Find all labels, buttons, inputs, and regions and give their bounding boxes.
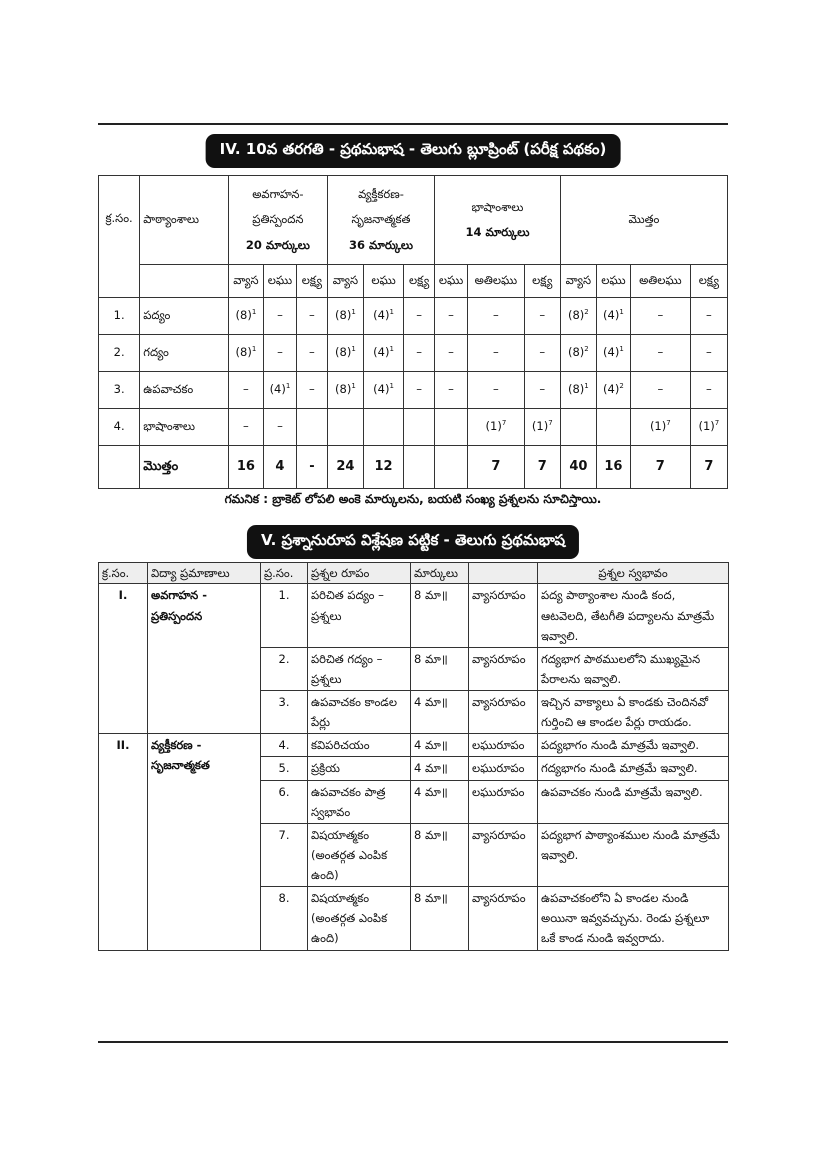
subheader-cell: అతిలఘు	[630, 265, 690, 298]
group-sno: II.	[99, 734, 148, 950]
total-cell: 16	[596, 446, 630, 489]
header-grammar	[435, 176, 561, 265]
question-number: 3.	[261, 691, 308, 734]
row-cell	[690, 409, 727, 446]
header-total: మొత్తం	[560, 176, 727, 265]
total-cell: -	[296, 446, 327, 489]
total-cell: 24	[327, 446, 363, 489]
cell-value: (8)	[335, 382, 352, 397]
cell-value: –	[416, 382, 422, 397]
blueprint-row	[99, 409, 728, 446]
cell-value: (8)	[567, 382, 585, 397]
row-cell	[630, 372, 690, 409]
row-cell	[404, 298, 435, 335]
header-expression-l2: సృజనాత్మకత	[351, 212, 411, 227]
cell-value: (4)	[373, 308, 390, 323]
question-nature: ఉపవాచకం నుండి మాత్రమే ఇవ్వాలి.	[538, 780, 729, 823]
row-cell	[263, 298, 296, 335]
cell-value: –	[277, 308, 283, 323]
row-sno: 3.	[99, 372, 140, 409]
row-cell	[228, 409, 263, 446]
row-sno: 2.	[99, 335, 140, 372]
cell-value: –	[243, 419, 249, 434]
question-nature: పద్యభాగ పాఠ్యాంశముల నుండి మాత్రమే ఇవ్వాలి.	[538, 823, 729, 886]
row-cell	[560, 335, 596, 372]
row-cell	[296, 409, 327, 446]
subheader-cell: లక్ష్య	[690, 265, 727, 298]
section4-title: IV. 10వ తరగతి - ప్రథమభాష - తెలుగు బ్లూప్రింట్ (పరీక్ష పథకం)	[206, 134, 621, 168]
cell-value: (1)	[698, 419, 715, 434]
row-cell	[363, 372, 403, 409]
question-type: లఘురూపం	[469, 757, 538, 780]
header-comprehension	[228, 176, 327, 265]
question-form: విషయాత్మకం (అంతర్గత ఎంపిక ఉంది)	[308, 823, 411, 886]
subheader-cell: లఘు	[263, 265, 296, 298]
row-cell	[327, 409, 363, 446]
subheader-cell: అతిలఘు	[468, 265, 525, 298]
cell-value: –	[309, 308, 315, 323]
subheader-cell: వ్యాస	[228, 265, 263, 298]
subheader-cell: లక్ష్య	[296, 265, 327, 298]
row-lesson: గద్యం	[140, 335, 229, 372]
cell-value: (4)	[373, 345, 390, 360]
row-cell	[560, 298, 596, 335]
row-cell	[596, 409, 630, 446]
subheader-cell: లఘు	[435, 265, 468, 298]
question-number: 1.	[261, 584, 308, 647]
header-sno: క్ర.సం.	[99, 176, 140, 298]
row-cell	[524, 409, 560, 446]
question-marks: 4 మా॥	[411, 757, 469, 780]
question-number: 2.	[261, 647, 308, 690]
total-row	[99, 446, 728, 489]
group-standard: వ్యక్తీకరణ - సృజనాత్మకత	[148, 734, 261, 950]
analysis-table	[98, 562, 729, 951]
question-marks: 8 మా॥	[411, 823, 469, 886]
question-nature: పద్యభాగం నుండి మాత్రమే ఇవ్వాలి.	[538, 734, 729, 757]
question-number: 8.	[261, 887, 308, 950]
analysis-header-nature: ప్రశ్నల స్వభావం	[538, 563, 729, 584]
question-nature: గద్యభాగ పాఠములలోని ముఖ్యమైన పేరాలను ఇవ్వాలి.	[538, 647, 729, 690]
total-cell: 16	[228, 446, 263, 489]
question-marks: 4 మా॥	[411, 734, 469, 757]
cell-count: 7	[501, 419, 507, 428]
question-number: 7.	[261, 823, 308, 886]
cell-value: –	[539, 382, 546, 397]
cell-value: (8)	[235, 345, 252, 360]
question-marks: 8 మా॥	[411, 647, 469, 690]
subheader-row	[99, 265, 728, 298]
header-comprehension-marks: 20 మార్కులు	[245, 237, 310, 252]
row-cell	[630, 298, 690, 335]
question-type: లఘురూపం	[469, 780, 538, 823]
cell-count: 1	[351, 382, 356, 391]
analysis-header-marks: మార్కులు	[411, 563, 469, 584]
row-cell	[524, 298, 560, 335]
question-type: వ్యాసరూపం	[469, 647, 538, 690]
cell-value: –	[448, 382, 454, 397]
cell-count: 1	[389, 345, 394, 354]
section5-title: V. ప్రశ్నానురూప విశ్లేషణ పట్టిక - తెలుగు ప్రథమభాష	[247, 525, 579, 559]
cell-value: (1)	[531, 419, 549, 434]
question-nature: గద్యభాగం నుండి మాత్రమే ఇవ్వాలి.	[538, 757, 729, 780]
top-rule	[98, 123, 728, 125]
group-sno: I.	[99, 584, 148, 734]
analysis-header-sno: క్ర.సం.	[99, 563, 148, 584]
blueprint-table	[98, 175, 728, 489]
total-sno	[99, 446, 140, 489]
cell-value: –	[539, 308, 546, 323]
row-cell	[363, 298, 403, 335]
subheader-cell: లక్ష్య	[404, 265, 435, 298]
question-marks: 8 మా॥	[411, 584, 469, 647]
group-standard: అవగాహన - ప్రతిస్పందన	[148, 584, 261, 734]
subheader-blank	[140, 265, 229, 298]
blueprint-row	[99, 298, 728, 335]
subheader-cell: లక్ష్య	[524, 265, 560, 298]
header-grammar-marks: 14 మార్కులు	[465, 225, 530, 239]
question-number: 5.	[261, 757, 308, 780]
cell-value: (8)	[567, 308, 585, 323]
row-sno: 1.	[99, 298, 140, 335]
question-form: ఉపవాచకం పాత్ర స్వభావం	[308, 780, 411, 823]
cell-value: –	[277, 419, 283, 434]
cell-value: (4)	[603, 382, 620, 397]
cell-value: –	[493, 382, 499, 397]
question-type: లఘురూపం	[469, 734, 538, 757]
header-comprehension-l1: అవగాహన-	[252, 187, 304, 202]
cell-value: (1)	[649, 419, 667, 434]
question-marks: 4 మా॥	[411, 780, 469, 823]
subheader-cell: లఘు	[596, 265, 630, 298]
cell-count: 7	[548, 419, 553, 428]
blueprint-body	[99, 298, 728, 446]
analysis-header-type	[469, 563, 538, 584]
question-nature: ఉపవాచకంలోని ఏ కాండల నుండి అయినా ఇవ్వవచ్చును. రెండు ప్రశ్నలూ ఒకే కాండ నుండి ఇవ్వరాదు.	[538, 887, 729, 950]
cell-value: –	[309, 382, 315, 397]
question-number: 6.	[261, 780, 308, 823]
question-marks: 8 మా॥	[411, 887, 469, 950]
total-cell: 7	[690, 446, 727, 489]
row-cell	[404, 409, 435, 446]
cell-count: 2	[584, 345, 589, 354]
subheader-cell: వ్యాస	[560, 265, 596, 298]
analysis-header-row	[99, 563, 729, 584]
total-cell: 12	[363, 446, 403, 489]
header-comprehension-l2: ప్రతిస్పందన	[252, 212, 304, 227]
cell-count: 7	[666, 419, 671, 428]
row-cell	[363, 335, 403, 372]
question-form: ఉపవాచకం కాండల పేర్లు	[308, 691, 411, 734]
cell-count: 1	[351, 308, 356, 317]
question-type: వ్యాసరూపం	[469, 691, 538, 734]
question-number: 4.	[261, 734, 308, 757]
question-nature: పద్య పాఠ్యాంశాల నుండి కంద, ఆటవెలది, తేటగీతి పద్యాలను మాత్రమే ఇవ్వాలి.	[538, 584, 729, 647]
analysis-header-qform: ప్రశ్నల రూపం	[308, 563, 411, 584]
question-marks: 4 మా॥	[411, 691, 469, 734]
cell-value: –	[493, 308, 499, 323]
row-cell	[560, 409, 596, 446]
cell-value: –	[657, 308, 664, 323]
cell-value: (4)	[603, 308, 620, 323]
cell-count: 2	[584, 308, 589, 317]
row-cell	[524, 372, 560, 409]
question-form: కవిపరిచయం	[308, 734, 411, 757]
row-cell	[690, 372, 727, 409]
row-cell	[263, 335, 296, 372]
row-cell	[468, 372, 525, 409]
bottom-rule	[98, 1041, 728, 1043]
row-cell	[327, 372, 363, 409]
total-cell	[404, 446, 435, 489]
row-cell	[228, 298, 263, 335]
cell-count: 1	[351, 345, 356, 354]
cell-value: –	[243, 382, 249, 397]
cell-value: (8)	[335, 345, 352, 360]
cell-value: –	[493, 345, 499, 360]
total-cell	[435, 446, 468, 489]
row-cell	[363, 409, 403, 446]
cell-value: –	[416, 308, 422, 323]
cell-value: –	[705, 345, 712, 360]
analysis-header-standard: విద్యా ప్రమాణాలు	[148, 563, 261, 584]
row-cell	[435, 372, 468, 409]
row-cell	[468, 409, 525, 446]
cell-value: –	[448, 345, 454, 360]
total-cell: 7	[630, 446, 690, 489]
subheader-cell: లఘు	[363, 265, 403, 298]
row-cell	[690, 335, 727, 372]
cell-count: 1	[619, 308, 624, 317]
total-label: మొత్తం	[140, 446, 229, 489]
row-cell	[435, 409, 468, 446]
cell-value: –	[705, 382, 712, 397]
row-cell	[296, 298, 327, 335]
question-form: పరిచిత గద్యం – ప్రశ్నలు	[308, 647, 411, 690]
header-expression	[327, 176, 434, 265]
row-cell	[468, 298, 525, 335]
cell-value: (4)	[269, 382, 286, 397]
header-expression-l1: వ్యక్తీకరణ-	[358, 187, 404, 202]
row-cell	[630, 335, 690, 372]
row-cell	[524, 335, 560, 372]
cell-value: –	[657, 382, 664, 397]
total-cell: 40	[560, 446, 596, 489]
blueprint-row	[99, 372, 728, 409]
subheader-cell: వ్యాస	[327, 265, 363, 298]
cell-value: (4)	[373, 382, 390, 397]
total-cell: 7	[524, 446, 560, 489]
cell-count: 1	[619, 345, 624, 354]
cell-value: –	[416, 345, 422, 360]
cell-count: 1	[251, 308, 257, 317]
cell-count: 2	[619, 382, 624, 391]
question-type: వ్యాసరూపం	[469, 584, 538, 647]
cell-count: 1	[285, 382, 291, 391]
row-lesson: ఉపవాచకం	[140, 372, 229, 409]
cell-value: –	[309, 345, 315, 360]
cell-count: 1	[389, 308, 394, 317]
total-cell: 7	[468, 446, 525, 489]
question-type: వ్యాసరూపం	[469, 823, 538, 886]
table-note: గమనిక : బ్రాకెట్ లోపలి అంకె మార్కులను, బయటి సంఖ్య ప్రశ్నలను సూచిస్తాయి.	[224, 492, 602, 506]
row-cell	[404, 335, 435, 372]
header-expression-marks: 36 మార్కులు	[348, 237, 413, 252]
row-cell	[263, 372, 296, 409]
cell-value: (8)	[567, 345, 585, 360]
row-cell	[435, 335, 468, 372]
question-form: పరిచిత పద్యం – ప్రశ్నలు	[308, 584, 411, 647]
row-cell	[560, 372, 596, 409]
row-lesson: పద్యం	[140, 298, 229, 335]
row-cell	[630, 409, 690, 446]
cell-count: 1	[584, 382, 589, 391]
cell-count: 1	[251, 345, 257, 354]
row-cell	[596, 335, 630, 372]
header-row	[99, 176, 728, 265]
row-cell	[596, 372, 630, 409]
row-cell	[690, 298, 727, 335]
analysis-header-qno: ప్ర.సం.	[261, 563, 308, 584]
row-cell	[404, 372, 435, 409]
row-cell	[468, 335, 525, 372]
question-type: వ్యాసరూపం	[469, 887, 538, 950]
total-cell: 4	[263, 446, 296, 489]
cell-value: (8)	[335, 308, 352, 323]
cell-value: –	[539, 345, 546, 360]
row-cell	[296, 335, 327, 372]
cell-value: (8)	[235, 308, 252, 323]
analysis-body	[99, 584, 729, 950]
question-form: ప్రక్రియ	[308, 757, 411, 780]
row-cell	[228, 372, 263, 409]
row-cell	[596, 298, 630, 335]
row-cell	[263, 409, 296, 446]
analysis-row	[99, 584, 729, 647]
row-cell	[327, 298, 363, 335]
row-cell	[435, 298, 468, 335]
question-nature: ఇచ్చిన వాక్యాలు ఏ కాండకు చెందినవో గుర్తించి ఆ కాండల పేర్లు రాయడం.	[538, 691, 729, 734]
row-lesson: భాషాంశాలు	[140, 409, 229, 446]
header-grammar-l1: భాషాంశాలు	[471, 199, 524, 214]
cell-value: –	[705, 308, 712, 323]
cell-value: (4)	[603, 345, 620, 360]
cell-value: –	[448, 308, 454, 323]
question-form: విషయాత్మకం (అంతర్గత ఎంపిక ఉంది)	[308, 887, 411, 950]
analysis-row	[99, 734, 729, 757]
row-sno: 4.	[99, 409, 140, 446]
cell-value: –	[277, 345, 283, 360]
header-lessons: పాఠ్యాంశాలు	[140, 176, 229, 265]
cell-value: –	[657, 345, 664, 360]
cell-count: 1	[389, 382, 394, 391]
blueprint-row	[99, 335, 728, 372]
row-cell	[296, 372, 327, 409]
cell-count: 7	[714, 419, 720, 428]
row-cell	[327, 335, 363, 372]
cell-value: (1)	[485, 419, 502, 434]
row-cell	[228, 335, 263, 372]
